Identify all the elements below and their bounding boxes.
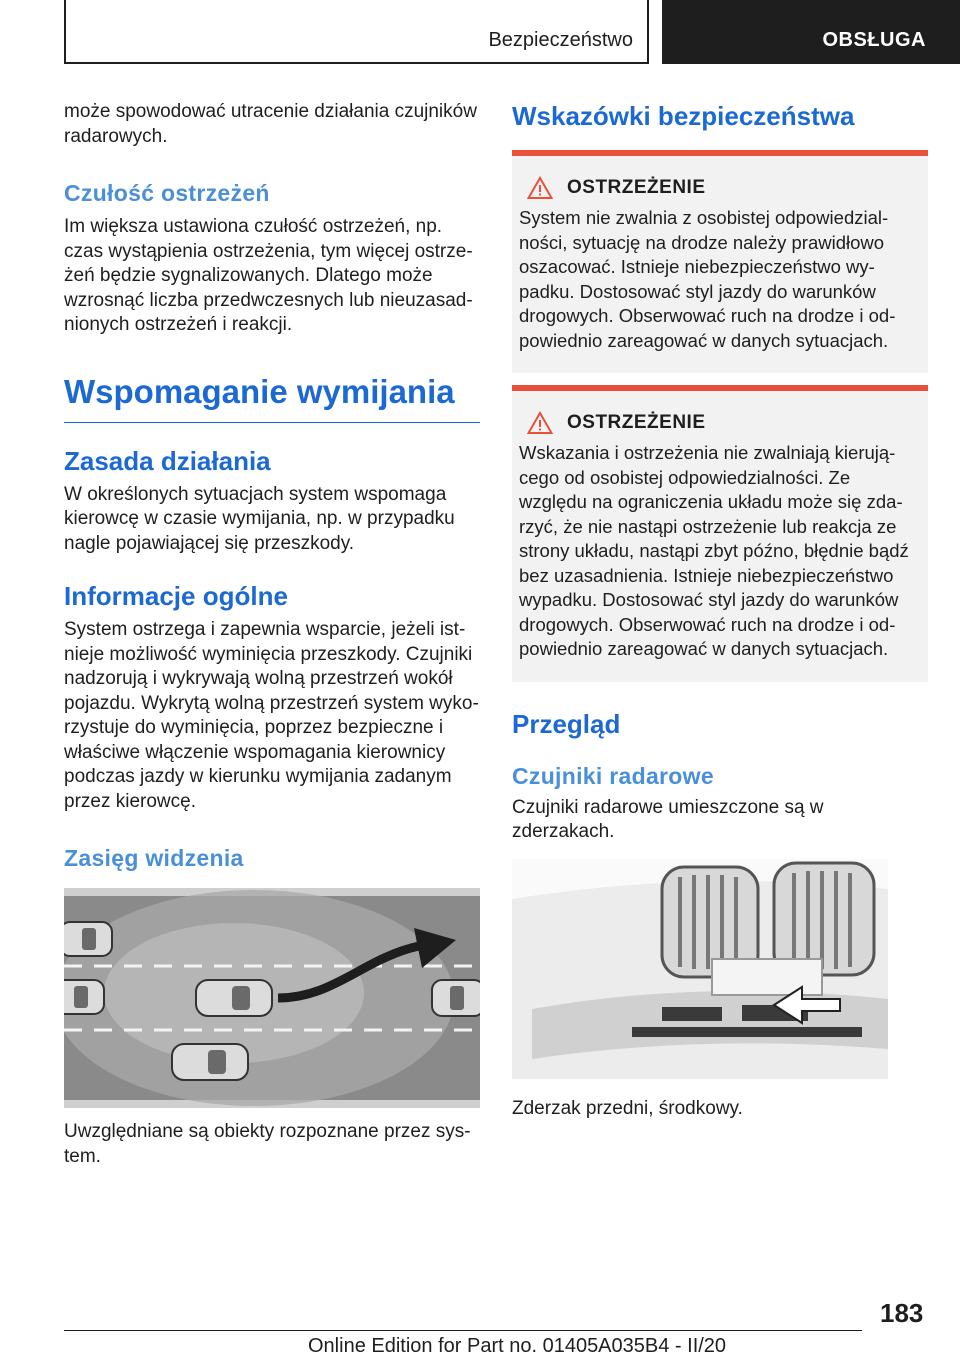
warning-box-1 [512, 150, 928, 373]
sensitivity-text: Im większa ustawiona czułość ostrzeżeń, np. czas wystąpienia ostrzeżenia, tym więcej ostrzeżeń będzie sygnalizowanych. Dlatego może wzrosnąć liczba przedwczesnych lub nieuzasadnionych ostrzeżeń i reakcji. [64, 216, 473, 335]
safety-heading: Wskazówki bezpieczeństwa [512, 101, 855, 131]
general-heading: Informacje ogólne [64, 581, 288, 611]
header-section-box [64, 0, 649, 64]
principle-heading: Zasada działania [64, 445, 271, 476]
warning-1-text: System nie zwalnia z osobistej odpowiedzialności, sytuację na drodze należy prawidłowo oszacować. Istnieje niebezpieczeństwo wypadku. Dostosować styl jazdy do warunków drogowych. Obserwować ruch na drodze i odpowiednio zareagować w danych sytuacjach. [519, 207, 896, 351]
warning-triangle-icon [527, 411, 553, 435]
range-heading: Zasięg widzenia [64, 845, 244, 871]
warning-box-2 [512, 385, 928, 682]
bumper-photo [512, 859, 928, 1079]
left-column [64, 100, 480, 1169]
continuation-text: może spowodować utracenie działania czujników radarowych. [64, 101, 477, 147]
header-section-title: Bezpieczeństwo [488, 29, 633, 51]
warning-2-title: OSTRZEŻENIE [567, 412, 706, 433]
sensitivity-heading: Czułość ostrzeżeń [64, 180, 270, 206]
radar-heading: Czujniki radarowe [512, 762, 714, 789]
footer-edition: Online Edition for Part no. 01405A035B4 - II/20 [308, 1335, 727, 1357]
photo-caption: Zderzak przedni, środkowy. [512, 1097, 743, 1119]
general-text: System ostrzega i zapewnia wsparcie, jeżeli istnieje możliwość wyminięcia przeszkody. Czujniki nadzorują i wykrywają wolną przestrzeń wokół pojazdu. Wykrytą wolną przestrzeń system wykorzystuje do wyminięcia, poprzez bezpieczne i właściwe włączenie wspomagania kierownicy podczas jazdy w kierunku wymijania zadanym przez kierowcę. [64, 619, 479, 812]
overview-heading: Przegląd [512, 708, 621, 739]
page-number: 183 [880, 1298, 924, 1328]
front-bumper-illustration [512, 859, 888, 1079]
chapter-heading: Wspomaganie wymijania [64, 372, 455, 410]
warning-triangle-icon [527, 176, 553, 200]
header-chapter-title: OBSŁUGA [822, 29, 926, 51]
detection-range-diagram [64, 888, 480, 1108]
range-caption: Uwzględniane są obiekty rozpoznane przez system. [64, 1121, 471, 1167]
road-diagram-illustration [64, 888, 480, 1108]
warning-2-text: Wskazania i ostrzeżenia nie zwalniają kierującego od osobistej odpowiedzialności. Ze względu na ograniczenia układu może się zdarzyć, że nie nastąpi ostrzeżenie lub reakcja ze strony układu, nastąpi zbyt późno, błędnie bądź bez uzasadnienia. Istnieje niebezpieczeństwo wypadku. Dostosować styl jazdy do warunków drogowych. Obserwować ruch na drodze i odpowiednio zareagować w danych sytuacjach. [519, 442, 909, 659]
right-column [512, 100, 928, 1121]
radar-text: Czujniki radarowe umieszczone są w zderzakach. [512, 796, 824, 842]
principle-text: W określonych sytuacjach system wspomaga kierowcę w czasie wymijania, np. w przypadku nagle pojawiającej się przeszkody. [64, 483, 455, 554]
header-chapter-tab [662, 0, 960, 64]
chapter-heading-block [64, 372, 480, 423]
warning-1-title: OSTRZEŻENIE [567, 177, 706, 198]
footer-divider [64, 1330, 862, 1331]
